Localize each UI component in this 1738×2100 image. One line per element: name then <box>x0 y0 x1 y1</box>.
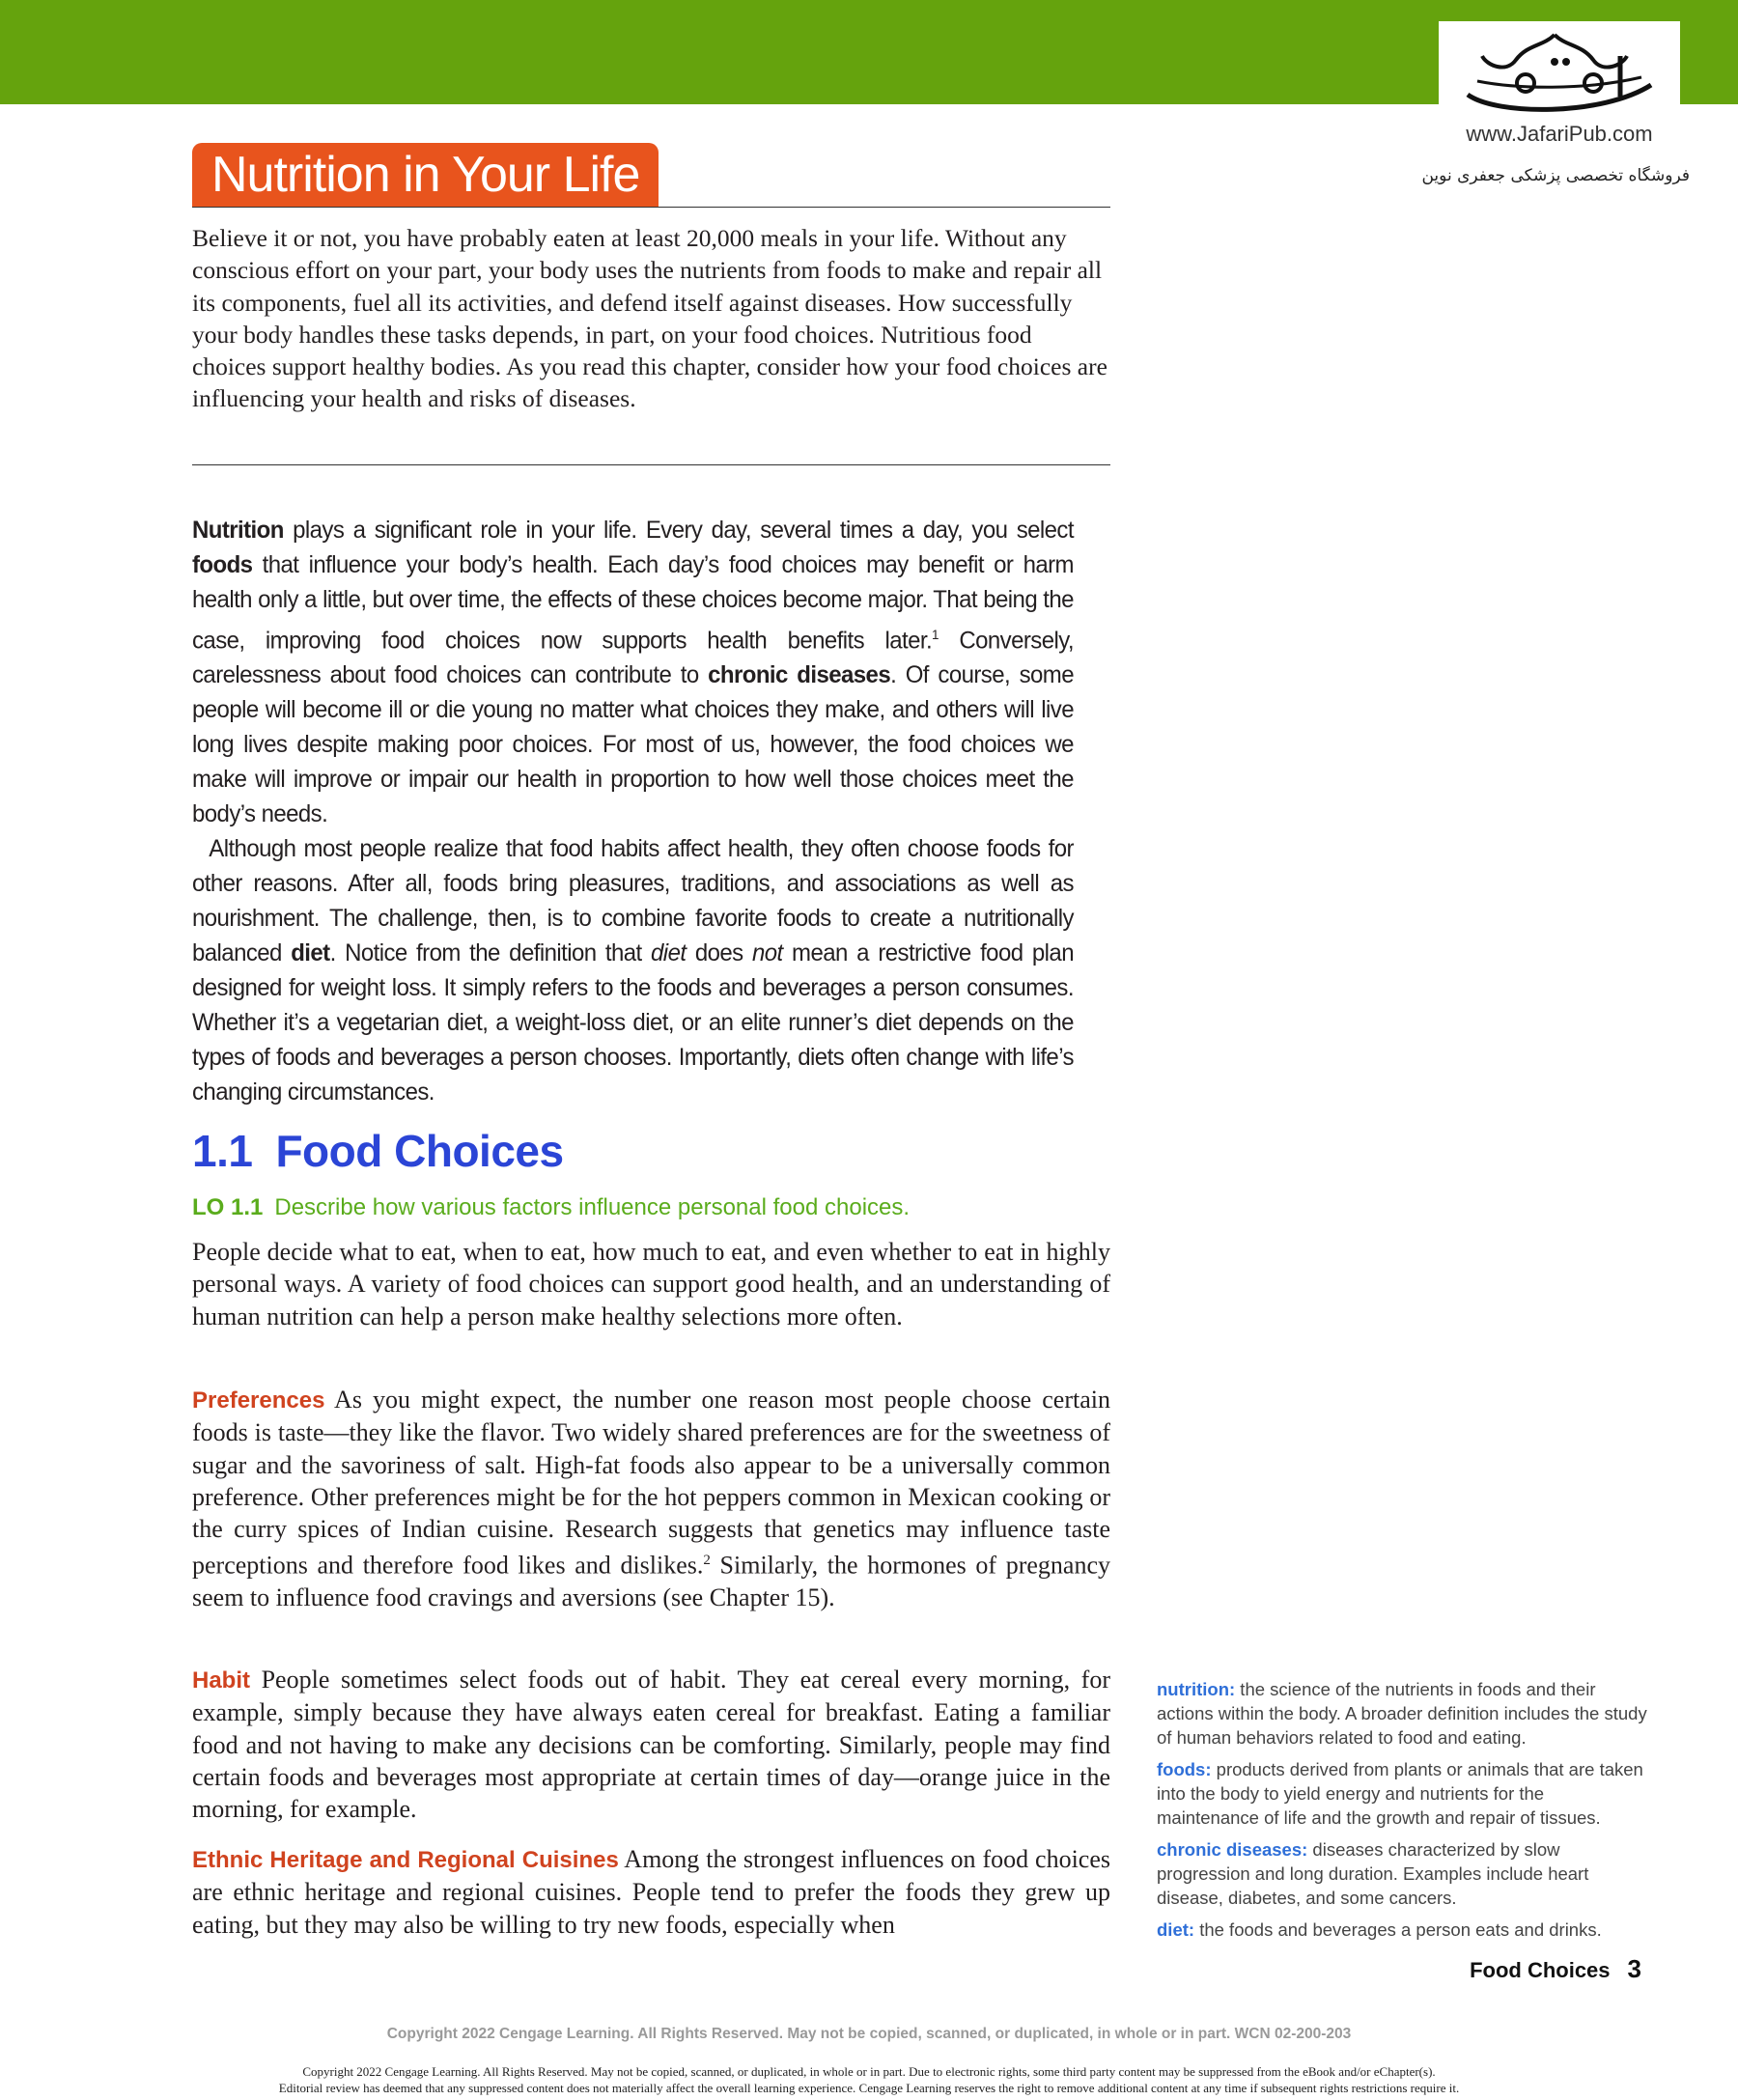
page-number: 3 <box>1627 1954 1641 1983</box>
runin-head-ethnic: Ethnic Heritage and Regional Cuisines <box>192 1847 619 1873</box>
glossary-entry <box>1157 1757 1649 1830</box>
main-body <box>192 513 1074 1109</box>
copyright-line: Editorial review has deemed that any suppressed content does not materially affect the overall learning experience. Cengage Learning reserves the right to remove additional content at any time if subsequent rights restrictions require it. <box>278 2081 1460 2095</box>
key-term-chronic-diseases: chronic diseases <box>708 661 891 689</box>
banner-rule <box>192 207 1110 208</box>
body-paragraph-1 <box>192 513 1074 831</box>
copyright-notice <box>0 2063 1738 2096</box>
runin-head-habit: Habit <box>192 1667 250 1694</box>
glossary-term: nutrition: <box>1157 1679 1236 1699</box>
glossary-term: chronic diseases: <box>1157 1839 1308 1860</box>
learning-objective <box>192 1194 910 1221</box>
habit-paragraph <box>192 1664 1110 1825</box>
text-run: Among the strongest influences on food choices are ethnic heritage and regional cuisines. People tend to prefer the foods they grew up eating, but they may also be willing to try new foods, especially when <box>192 1845 1110 1939</box>
ethnic-paragraph <box>192 1843 1110 1941</box>
key-term-nutrition: Nutrition <box>192 517 284 544</box>
text-run: mean a restrictive food plan designed for weight loss. It simply refers to the foods and beverages a person consumes. Whether it’s a vegetarian diet, a weight-loss diet, or an elite runner’s diet depends on the types of foods and beverages a person chooses. Importantly, diets often change with life’s changing circumstances. <box>192 939 1074 1106</box>
chapter-banner: Nutrition in Your Life <box>192 143 659 207</box>
text-run: plays a significant role in your life. Every day, several times a day, you select <box>283 517 1074 544</box>
logo-calligraphy-icon <box>1458 27 1661 124</box>
page-folio <box>1470 1954 1641 1984</box>
lo-code: LO 1.1 <box>192 1194 264 1220</box>
lo-text: Describe how various factors influence personal food choices. <box>274 1194 911 1220</box>
italic-run: not <box>751 939 783 967</box>
text-run: . Of course, some people will become ill or die young no matter what choices they make, and others will live long lives despite making poor choices. For most of us, however, the food choices we make will improve or impair our health in proportion to how well those choices meet the body’s needs. <box>192 661 1074 828</box>
section-number: 1.1 <box>192 1126 253 1176</box>
text-run: . Notice from the definition that <box>329 939 652 967</box>
logo-subtitle: فروشگاه تخصصی پزشکی جعفری نوین <box>1421 166 1690 185</box>
section-intro-paragraph: People decide what to eat, when to eat, how much to eat, and even whether to eat in highly personal ways. A variety of food choices can support good health, and an understanding of human nutrition can help a person make healthy selections more often. <box>192 1238 1110 1330</box>
glossary-definition: the science of the nutrients in foods and their actions within the body. A broader definition includes the study of human behaviors related to food and eating. <box>1157 1679 1647 1748</box>
preferences-paragraph <box>192 1384 1110 1614</box>
logo-url: www.JafariPub.com <box>1466 122 1653 146</box>
text-run: As you might expect, the number one reason most people choose certain foods is taste—they like the flavor. Two widely shared preferences are for the sweetness of sugar and the savoriness of salt. High-fat foods also appear to be a universally common preference. Other preferences might be for the hot peppers common in Mexican cooking or the curry spices of Indian cuisine. Research suggests that genetics may influence taste perceptions and therefore food likes and dislikes. <box>192 1386 1110 1581</box>
copyright-line: Copyright 2022 Cengage Learning. All Rights Reserved. May not be copied, scanned, or duplicated, in whole or in part. Due to electronic rights, some third party content may be suppressed from the eBook and/or eChapter(s). <box>302 2064 1436 2079</box>
body-paragraph-2 <box>192 831 1074 1109</box>
running-head: Food Choices <box>1470 1958 1611 1982</box>
glossary-entry <box>1157 1677 1649 1750</box>
footnote-ref: 2 <box>703 1553 711 1569</box>
glossary-entry <box>1157 1918 1649 1942</box>
text-run: that influence your body’s health. Each day’s food choices may benefit or harm health only a little, but over time, the effects of these choices become major. That being the case, improving food choices now supports health benefits later. <box>192 551 1074 655</box>
italic-run: diet <box>651 939 687 967</box>
section-title: Food Choices <box>275 1126 564 1176</box>
glossary-definition: products derived from plants or animals that are taken into the body to yield energy and nutrients for the maintenance of life and the growth and repair of tissues. <box>1157 1759 1643 1828</box>
text-run: does <box>686 939 752 967</box>
section-heading <box>192 1125 564 1177</box>
copyright-watermark: Copyright 2022 Cengage Learning. All Rights Reserved. May not be copied, scanned, or duplicated, in whole or in part. WCN 02-200-203 <box>386 2026 1352 2042</box>
intro-paragraph: Believe it or not, you have probably eaten at least 20,000 meals in your life. Without any conscious effort on your part, your body uses the nutrients from foods to make and repair all its components, fuel all its activities, and defend itself against diseases. How successfully your body handles these tasks depends, in part, on your food choices. Nutritious food choices support healthy bodies. As you read this chapter, consider how your food choices are influencing your health and risks of diseases. <box>192 224 1107 413</box>
glossary-entry <box>1157 1837 1649 1910</box>
glossary-term: foods: <box>1157 1759 1212 1779</box>
key-term-diet: diet <box>291 939 330 967</box>
text-run: Conversely, carelessness about food choices can contribute to <box>192 627 1074 689</box>
footnote-ref: 1 <box>932 627 939 642</box>
text-run: People sometimes select foods out of habit. They eat cereal every morning, for example, simply because they have always eaten cereal for breakfast. Eating a familiar food and not having to make any decisions can be comforting. Similarly, people may find certain foods and beverages most appropriate at certain times of day—orange juice in the morning, for example. <box>192 1666 1110 1824</box>
glossary-definition: diseases characterized by slow progression and long duration. Examples include heart disease, diabetes, and some cancers. <box>1157 1839 1589 1908</box>
key-term-foods: foods <box>192 551 253 578</box>
text-run: Although most people realize that food habits affect health, they often choose foods for other reasons. After all, foods bring pleasures, traditions, and associations as well as nourishment. The challenge, then, is to combine favorite foods to create a nutritionally balanced <box>192 835 1074 967</box>
runin-head-preferences: Preferences <box>192 1387 325 1414</box>
publisher-logo <box>1421 21 1690 195</box>
intro-rule <box>192 464 1110 465</box>
glossary-term: diet: <box>1157 1919 1195 1940</box>
text-run: Similarly, the hormones of pregnancy seem to influence food cravings and aversions (see Chapter 15). <box>192 1552 1110 1612</box>
margin-glossary <box>1157 1677 1649 1949</box>
glossary-definition: the foods and beverages a person eats and drinks. <box>1194 1919 1602 1940</box>
